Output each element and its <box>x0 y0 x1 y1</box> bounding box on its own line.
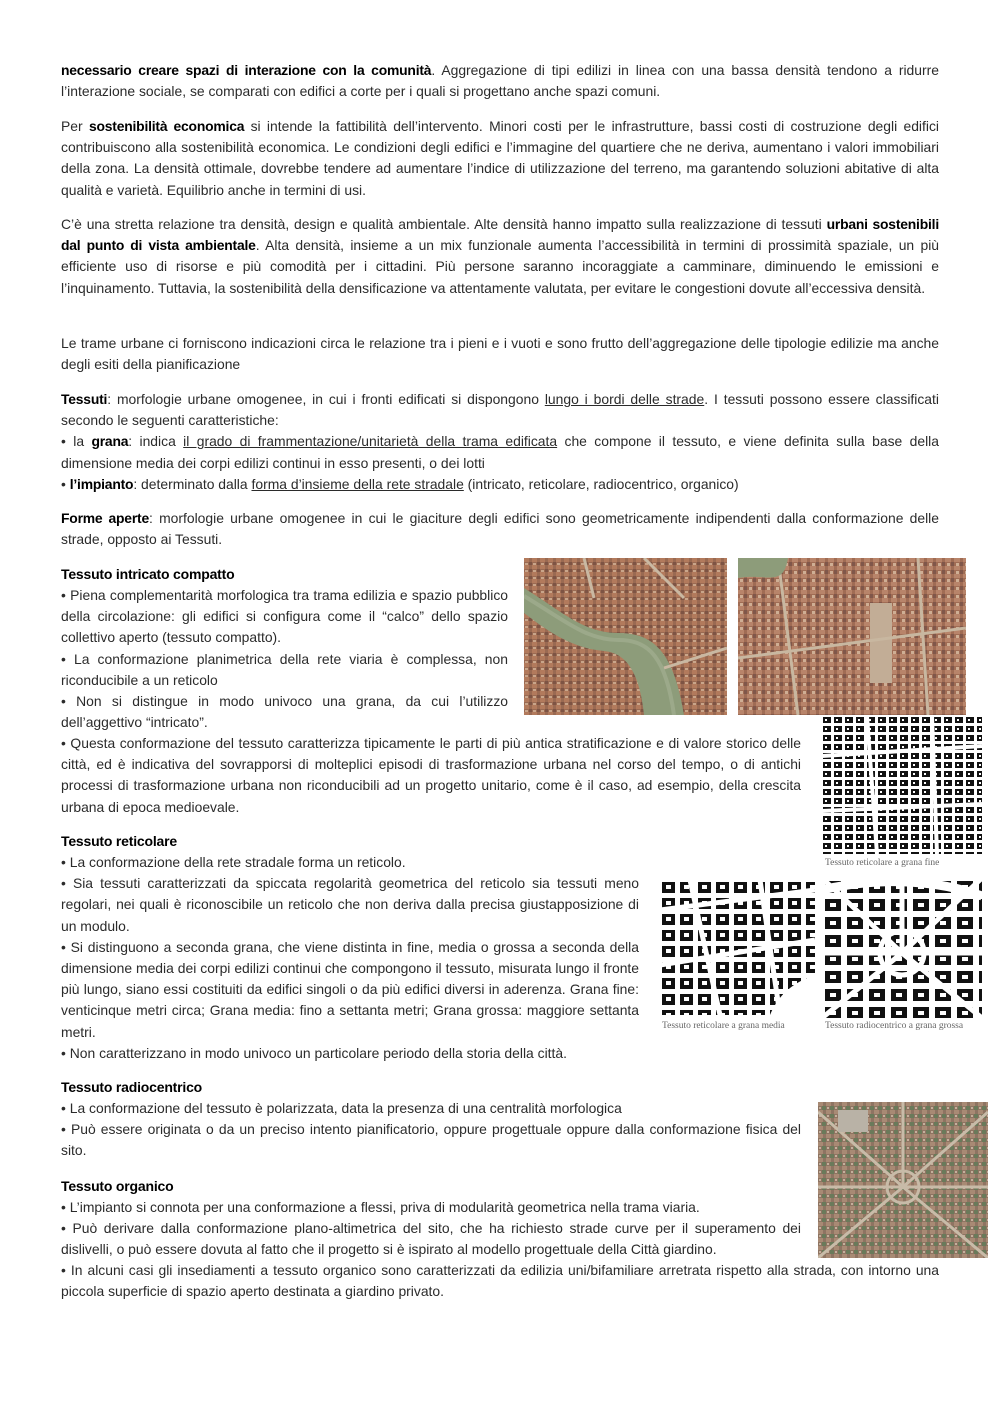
intricato-text-bottom: • Questa conformazione del tessuto caratterizza tipicamente le parti di più antica stratificazione e di valore storico delle città, ed è indicativa del sovrapporsi di molteplici episodi di trasformazione urbana nel corso del tempo, o di antichi processi di trasformazione urbana non riconducibili ad un progetto unitario, come è il caso, ad esempio, della crescita urbana di epoca medioevale. <box>61 735 801 815</box>
heading-reticolare: Tessuto reticolare <box>61 833 177 849</box>
plan-grana-media <box>660 880 815 1015</box>
plan-grana-fine <box>822 716 982 854</box>
heading-organico: Tessuto organico <box>61 1178 174 1194</box>
paragraph-community: necessario creare spazi di interazione con la comunità. Aggregazione di tipi edilizi in linea con una bassa densità tendono a ridurre l’interazione sociale, se comparati con edifici a corte per i quali si progettano anche spazi comuni. <box>61 62 939 100</box>
paragraph-environmental-sustainability: C’è una stretta relazione tra densità, design e qualità ambientale. Alte densità hanno impatto sulla realizzazione di tessuti urbani sostenibili dal punto di vista ambientale. Alta densità, insieme a un mix funzionale aumenta l’accessibilità in termini di prossimità spaziale, un più efficiente uso di risorse e più comodità per i cittadini. Più persone saranno incoraggiate a camminare, diminuendo le emissioni e l’inquinamento. Tuttavia, la sostenibilità della densificazione va attentamente valutata, per evitare le congestioni dovute all’eccessiva densità. <box>61 216 940 296</box>
plan-radiocentrico <box>822 878 982 1018</box>
organico-text-last: • In alcuni casi gli insediamenti a tessuto organico sono caratterizzati da edilizia uni/bifamiliare arretrata rispetto alla strada, con intorno una piccola superficie di spazio aperto destinata a giardino privato. <box>61 1262 939 1300</box>
paragraph-economic-sustainability: Per sostenibilità economica si intende la fattibilità dell’intervento. Minori costi per le infrastrutture, bassi costi di costruzione degli edifici contribuiscono alla sostenibilità economica. Le condizioni degli edifici e l’immagine del quartiere che ne deriva, aumentano i valori immobiliari della zona. La densità ottimale, dovrebbe tendere ad aumentare l’indice di utilizzazione del terreno, ma garantendo soluzioni abitative di alta qualità e varietà. Equilibrio anche in termini di usi. <box>61 118 939 198</box>
aerial-photo-piazza <box>738 558 966 715</box>
caption-grana-grossa: Tessuto radiocentrico a grana grossa <box>825 1021 964 1031</box>
caption-grana-fine: Tessuto reticolare a grana fine <box>825 858 940 868</box>
heading-intricato: Tessuto intricato compatto <box>61 566 235 582</box>
heading-radiocentrico: Tessuto radiocentrico <box>61 1079 203 1095</box>
organico-text: • L’impianto si connota per una conformazione a flessi, priva di modularità geometrica nella trama viaria. • Può derivare dalla conformazione plano-altimetrica del sito, che ha richiesto strade curve per il superamento dei dislivelli, o può essere dovuta al fatto che il progetto si è ispirato al modello progettuale della Città giardino. <box>61 1199 801 1258</box>
aerial-photo-radiocentric <box>818 1102 988 1258</box>
aerial-photo-river <box>524 558 727 715</box>
paragraph-tessuti: Tessuti: morfologie urbane omogenee, in cui i fronti edificati si dispongono lungo i bordi delle strade. I tessuti possono essere classificati secondo le seguenti caratteristiche: • la grana: indica il grado di frammentazione/unitarietà della trama edificata che compone il tessuto, e viene definita sulla base della dimensione media dei corpi edilizi continui in esso presenti, o dei lotti • l’impianto: determinato dalla forma d’insieme della rete stradale (intricato, reticolare, radiocentrico, organico) <box>61 391 939 492</box>
caption-grana-media: Tessuto reticolare a grana media <box>662 1021 785 1031</box>
intricato-text-top: • Piena complementarità morfologica tra trama edilizia e spazio pubblico della circolazione: gli edifici si configura come il “calco” dello spazio collettivo aperto (tessuto compatto). • La conformazione planimetrica della rete viaria è complessa, non riconducibile a un reticolo • Non si distingue in modo univoco una grana, da cui l’utilizzo dell’aggettivo “intricato”. <box>61 587 508 731</box>
paragraph-urban-textures: Le trame urbane ci forniscono indicazioni circa le relazione tra i pieni e i vuoti e sono frutto dell’aggregazione delle tipologie edilizie ma anche degli esiti della pianificazione <box>61 335 939 373</box>
paragraph-forme-aperte: Forme aperte: morfologie urbane omogenee in cui le giaciture degli edifici sono geometricamente indipendenti dalla conformazione delle strade, opposto ai Tessuti. <box>61 510 939 548</box>
radiocentrico-text: • La conformazione del tessuto è polarizzata, data la presenza di una centralità morfologica • Può essere originata o da un preciso intento pianificatorio, oppure progettuale oppure dalla conformazione fisica del sito. <box>61 1100 801 1159</box>
reticolare-text: • La conformazione della rete stradale forma un reticolo. • Sia tessuti caratterizzati da spiccata regolarità geometrica del reticolo sia tessuti meno regolari, nei quali è riconoscibile un reticolo che non deriva dalla precisa giustapposizione di un modulo. • Si distinguono a seconda grana, che viene distinta in fine, media o grossa a seconda della dimensione media dei corpi edilizi continui che compongono il tessuto, misurata lungo il fronte più lungo, siano essi costituiti da edifici singoli o da più edifici diversi in aderenza. Grana fine: venticinque metri circa; Grana media: fino a settanta metri; Grana grossa: maggiore settanta metri. • Non caratterizzano in modo univoco un particolare periodo della storia della città. <box>61 854 639 1061</box>
